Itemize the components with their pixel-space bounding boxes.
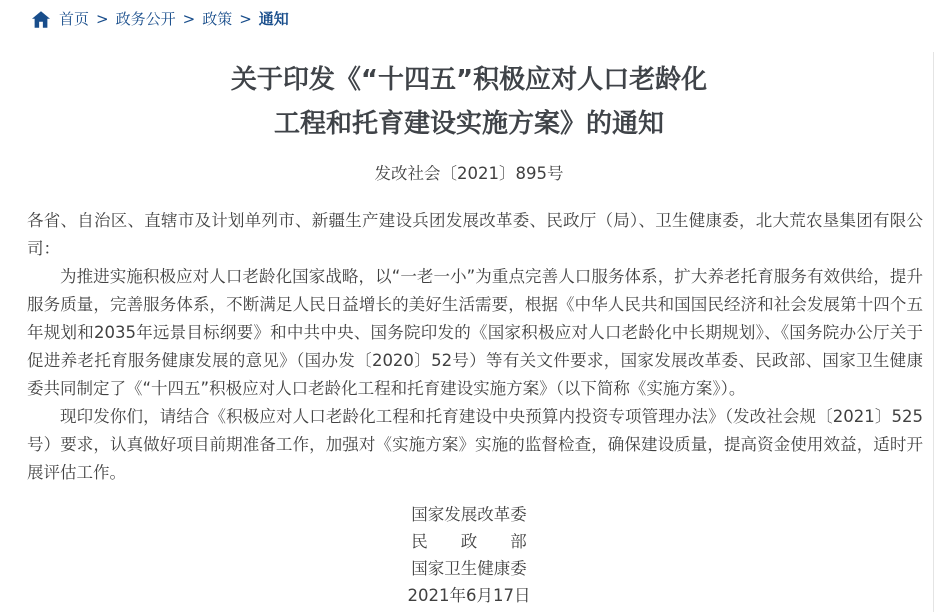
breadcrumb-separator: > bbox=[239, 10, 252, 28]
breadcrumb-separator: > bbox=[182, 10, 196, 28]
page-title-line-1: 关于印发《“十四五”积极应对人口老龄化 bbox=[230, 65, 708, 95]
right-edge-divider bbox=[933, 52, 934, 612]
breadcrumb-item-home[interactable]: 首页 bbox=[59, 10, 90, 28]
body-paragraph-1: 为推进实施积极应对人口老龄化国家战略，以“一老一小”为重点完善人口服务体系，扩大养老托育服务有效供给，提升服务质量，完善服务体系，不断满足人民日益增长的美好生活需要，根据《中华人民共和国国民经济和社会发展第十四个五年规划和2035年远景目标纲要》和中共中央、国务院印发的《国家积极应对人口老龄化中长期规划》、《国务院办公厅关于促进养老托育服务健康发展的意见》（国办发〔2020〕52号）等有关文件要求，国家发展改革委、民政部、国家卫生健康委共同制定了《“十四五”积极应对人口老龄化工程和托育建设实施方案》（以下简称《实施方案》）。 bbox=[27, 267, 923, 398]
signature-block bbox=[0, 501, 938, 609]
page-title bbox=[0, 58, 938, 146]
breadcrumb-item-zhengwugongkai[interactable]: 政务公开 bbox=[115, 10, 176, 28]
home-icon[interactable] bbox=[32, 11, 50, 28]
document-number: 发改社会〔2021〕895号 bbox=[374, 164, 564, 183]
breadcrumb-item-tongzhi-current: 通知 bbox=[258, 10, 289, 28]
signature-agency-mca: 民 政 部 bbox=[411, 532, 527, 551]
body-paragraph-salutation: 各省、自治区、直辖市及计划单列市、新疆生产建设兵团发展改革委、民政厅（局）、卫生健康委，北大荒农垦集团有限公司： bbox=[27, 211, 923, 258]
body-paragraph-2: 现印发你们，请结合《积极应对人口老龄化工程和托育建设中央预算内投资专项管理办法》（发改社会规〔2021〕525号）要求，认真做好项目前期准备工作，加强对《实施方案》实施的监督检查，确保建设质量，提高资金使用效益，适时开展评估工作。 bbox=[27, 407, 923, 482]
page-title-line-2: 工程和托育建设实施方案》的通知 bbox=[273, 109, 664, 139]
breadcrumb-separator: > bbox=[96, 10, 109, 28]
signature-agency-ndrc: 国家发展改革委 bbox=[411, 505, 527, 524]
breadcrumb-item-zhengce[interactable]: 政策 bbox=[202, 10, 233, 28]
breadcrumb bbox=[0, 0, 938, 28]
document-body bbox=[0, 207, 938, 487]
signature-agency-nhc: 国家卫生健康委 bbox=[411, 559, 527, 578]
signature-date: 2021年6月17日 bbox=[407, 586, 531, 605]
